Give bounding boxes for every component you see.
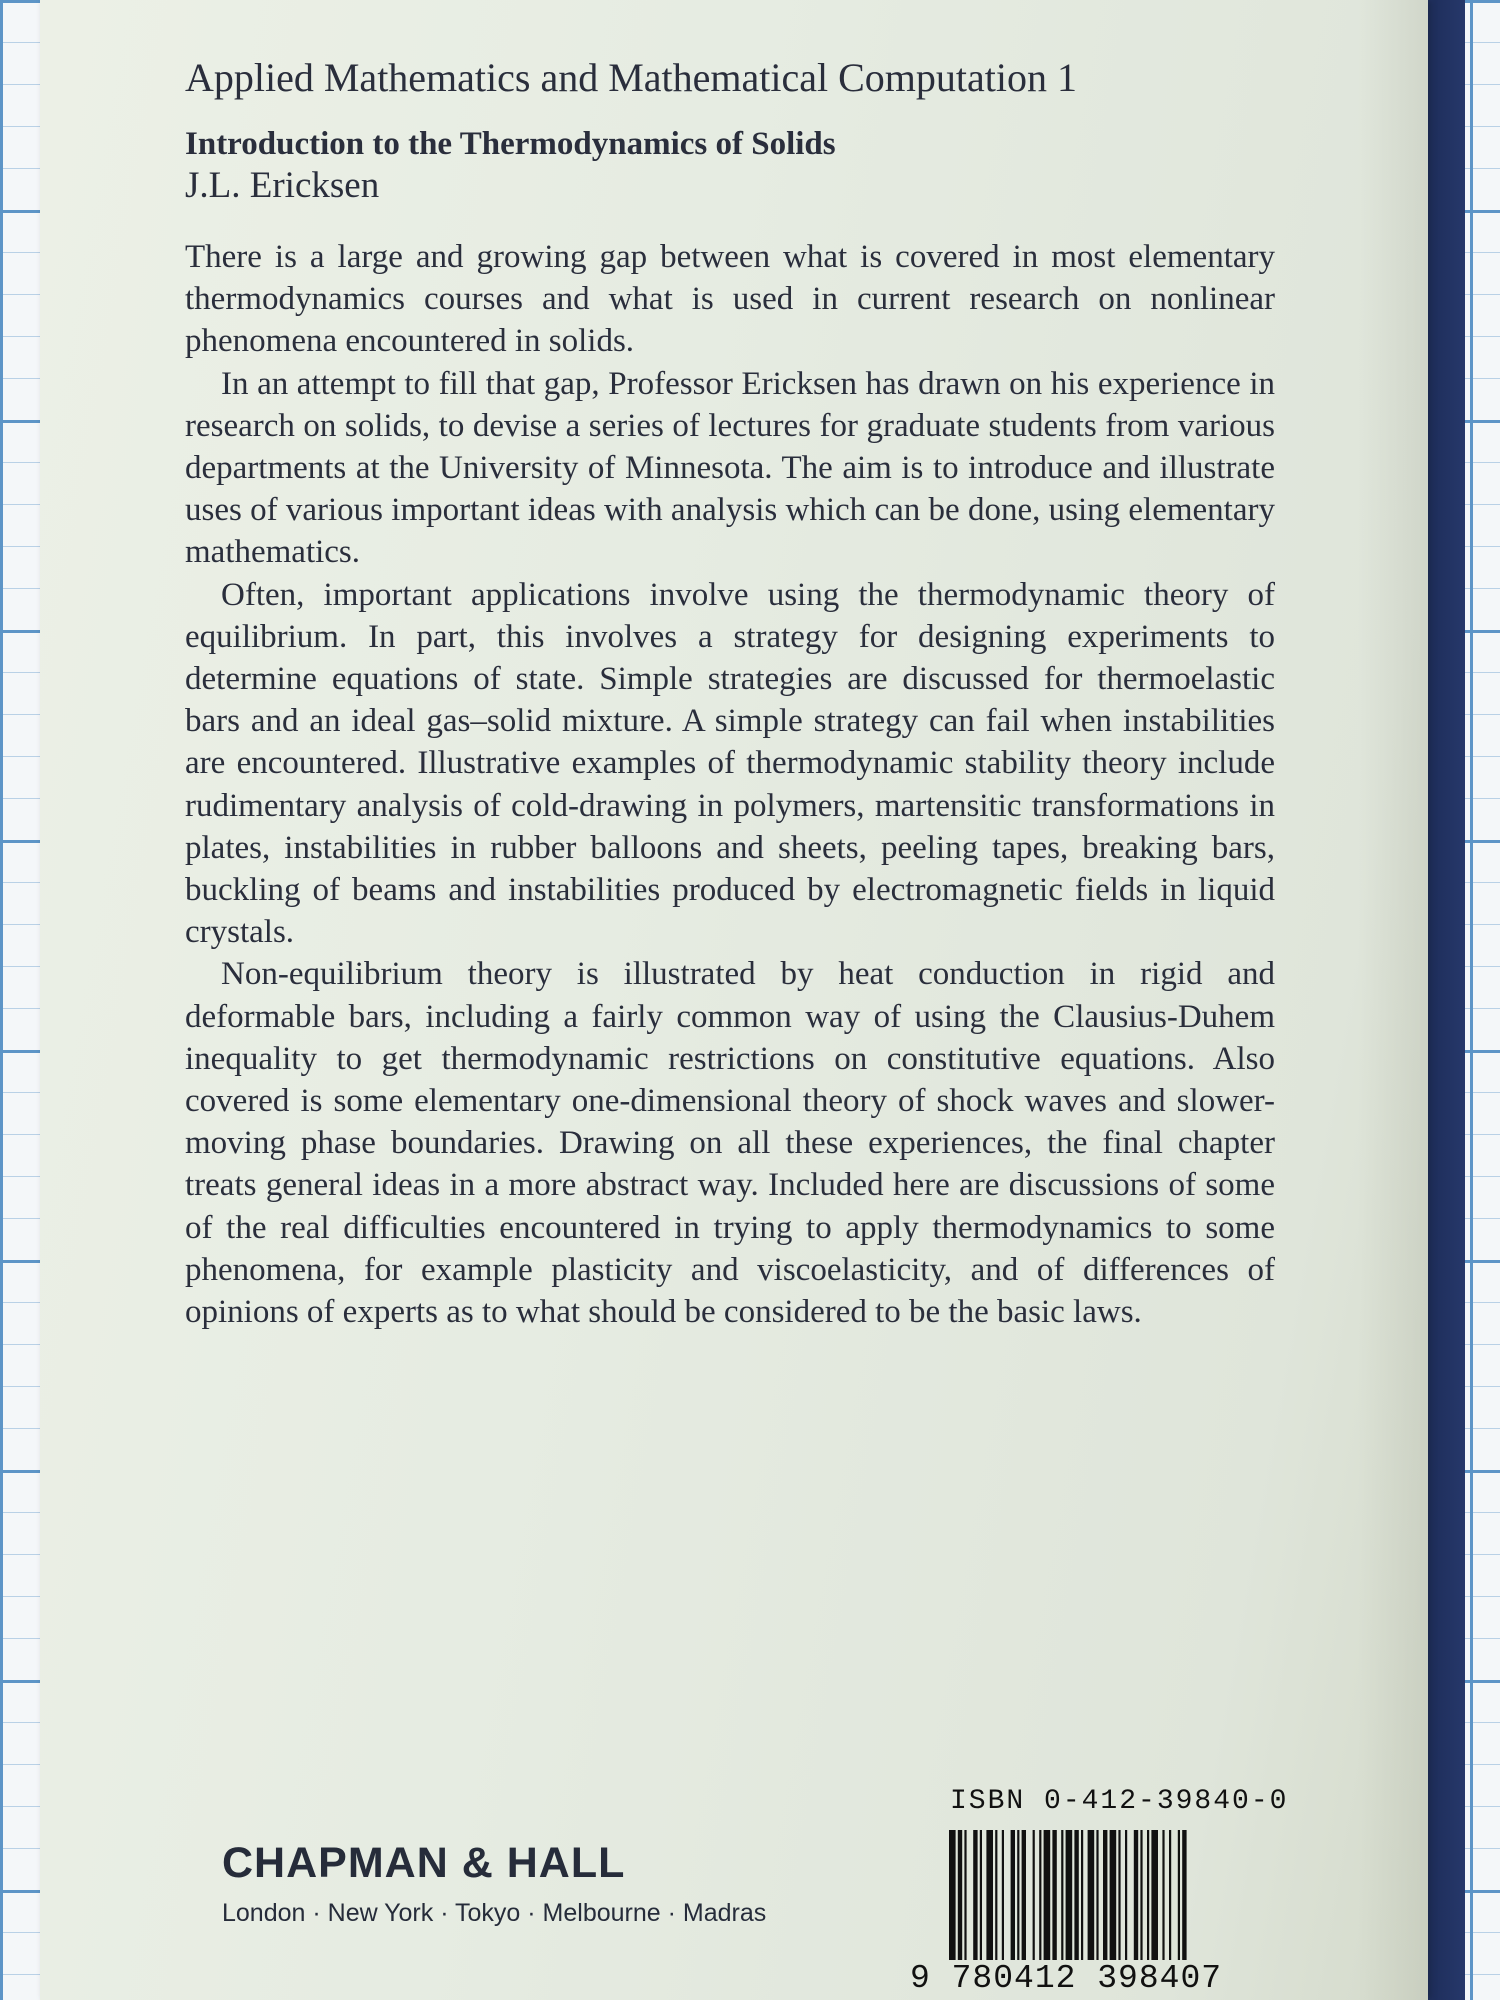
barcode-bar	[980, 1830, 982, 1960]
barcode-bar	[1147, 1830, 1149, 1960]
barcode-bar	[1134, 1830, 1138, 1960]
barcode-bar	[1182, 1830, 1186, 1960]
barcode-bar	[1169, 1830, 1171, 1960]
barcode-bar	[1044, 1830, 1051, 1960]
barcode-bar	[964, 1830, 966, 1960]
barcode-bar	[1017, 1830, 1019, 1960]
barcode-bar	[958, 1830, 962, 1960]
blurb-paragraph-3: Often, important applications involve using the thermodynamic theory of equilibrium. In part, this involves a strategy for designing experiments to determine equations of state. Simple strategies are discussed for thermoelastic bars and an ideal gas–solid mixture. A simple strategy can fail when instabilities are encountered. Illustrative examples of thermodynamic stability theory include rudimentary analysis of cold-drawing in polymers, martensitic transformations in plates, instabilities in rubber balloons and sheets, peeling tapes, breaking bars, buckling of beams and instabilities produced by electromagnetic fields in liquid crystals.	[185, 576, 1275, 951]
barcode-bar	[1081, 1830, 1083, 1960]
barcode-bar	[1022, 1830, 1026, 1960]
barcode-bar	[1096, 1830, 1098, 1960]
barcode-bar	[1052, 1830, 1056, 1960]
barcode-bar	[1178, 1830, 1180, 1960]
barcode-bar	[1074, 1830, 1078, 1960]
barcode-image	[945, 1830, 1265, 1965]
barcode-bar	[1140, 1830, 1142, 1960]
barcode-bar	[1002, 1830, 1004, 1960]
barcode-bar	[1103, 1830, 1107, 1960]
isbn-label: ISBN 0-412-39840-0	[950, 1786, 1289, 1817]
barcode-number: 9 780412 398407	[910, 1960, 1223, 1997]
blurb-paragraph-2: In an attempt to fill that gap, Professor Ericksen has drawn on his experience in research on solids, to devise a series of lectures for graduate students from various departments at the University of Minnesota. The aim is to introduce and illustrate uses of various important ideas with analysis which can be done, using elementary mathematics.	[185, 365, 1275, 571]
barcode-bar	[1125, 1830, 1127, 1960]
blurb-paragraph-4: Non-equilibrium theory is illustrated by heat conduction in rigid and deformable bars, including a fairly common way of using the Clausius-Duhem inequality to get thermodynamic restrictions on constitutive equations. Also covered is some elementary one-dimensional theory of shock waves and slower-moving phase boundaries. Drawing on all these experiences, the final chapter treats general ideas in a more abstract way. Included here are discussions of some of the real difficulties encountered in trying to apply thermodynamics to some phenomena, for example plasticity and viscoelasticity, and of differences of opinions of experts as to what should be considered to be the basic laws.	[185, 956, 1275, 1331]
book-title: Introduction to the Thermodynamics of Solids	[185, 126, 836, 162]
barcode-bar	[1151, 1830, 1158, 1960]
barcode-bar	[1039, 1830, 1041, 1960]
barcode-bar	[973, 1830, 977, 1960]
barcode-bar	[1118, 1830, 1120, 1960]
blurb-paragraph-1: There is a large and growing gap between what is covered in most elementary thermodynamics courses and what is used in current research on nonlinear phenomena encountered in solids.	[185, 239, 1275, 360]
series-title: Applied Mathematics and Mathematical Computation 1	[185, 55, 1078, 100]
cover-text-block	[185, 52, 1275, 1333]
barcode-bar	[1088, 1830, 1095, 1960]
author-name: J.L. Ericksen	[185, 165, 380, 206]
barcode-bar	[1061, 1830, 1063, 1960]
barcode-bar	[1033, 1830, 1035, 1960]
blurb	[185, 236, 1275, 1333]
publisher-name: CHAPMAN & HALL	[222, 1839, 626, 1887]
barcode-bar	[986, 1830, 993, 1960]
barcode-bar	[1011, 1830, 1015, 1960]
publisher-cities: London · New York · Tokyo · Melbourne · Madras	[222, 1899, 767, 1927]
barcode-bar	[949, 1830, 956, 1960]
barcode-bar	[1110, 1830, 1117, 1960]
barcode-bar	[1066, 1830, 1073, 1960]
barcode-bar	[1162, 1830, 1164, 1960]
publisher-block	[222, 1838, 766, 1930]
barcode-bar	[995, 1830, 997, 1960]
